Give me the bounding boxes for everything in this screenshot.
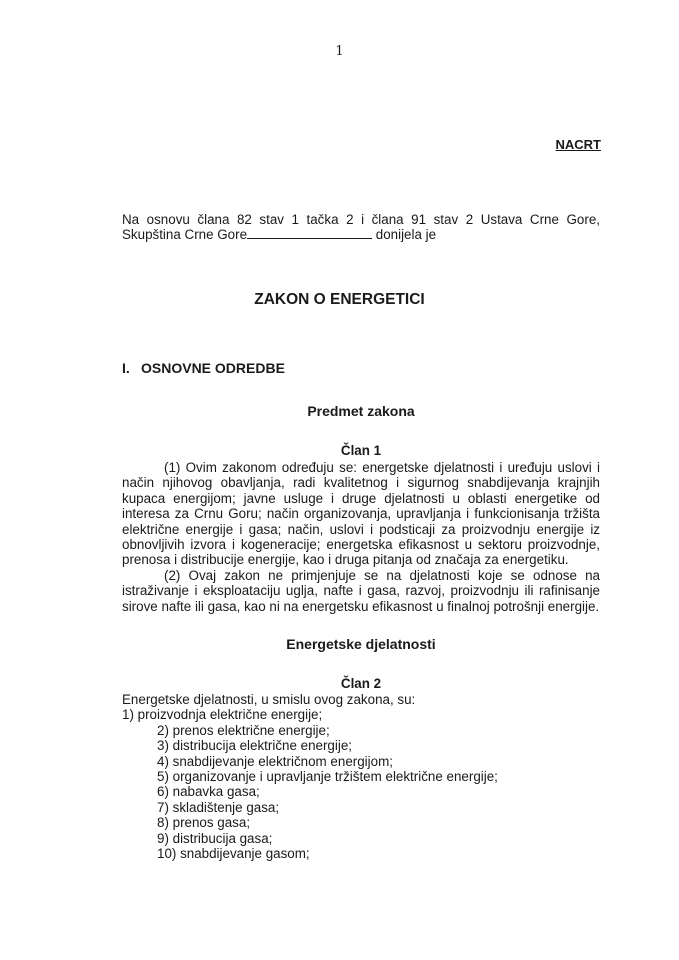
article-1-paragraph-2: (2) Ovaj zakon ne primjenjuje se na djelatnosti koje se odnose na istraživanje i eksploataciju uglja, nafte i gasa, razvoj, proizvodnju ili rafinisanje sirove nafte ili gasa, kao ni na energetsku efikasnost u finalnoj potrošnji energije. — [122, 567, 600, 614]
article-1-title: Član 1 — [340, 443, 382, 458]
article-1-paragraph-1: (1) Ovim zakonom određuju se: energetske djelatnosti i uređuju uslovi i način njihovog obavljanja, radi kvalitetnog i sigurnog snabdijevanja krajnjih kupaca energijom; javne usluge i druge djelatnosti u oblasti energetike od interesa za Crnu Goru; način organizovanja, upravljanja i funkcionisanja tržišta električne energije i gasa; način, uslovi i podsticaji za proizvodnju energije iz obnovljivih izvora i kogeneracije; energetska efikasnost u sektoru proizvodnje, prenosa i distribucije energije, kao i druga pitanja od značaja za energetiku. — [122, 460, 600, 568]
list-item: 1) proizvodnja električne energije; — [122, 707, 323, 723]
preamble-line-2 — [122, 227, 600, 242]
article-1-body — [122, 460, 600, 614]
page-number: 1 — [335, 44, 344, 59]
list-item: 7) skladištenje gasa; — [157, 799, 280, 815]
preamble-line-1: Na osnovu člana 82 stav 1 tačka 2 i člana 91 stav 2 Ustava Crne Gore, — [122, 212, 600, 227]
list-item: 6) nabavka gasa; — [157, 784, 260, 800]
list-item: 2) prenos električne energije; — [157, 722, 330, 738]
draft-label: NACRT — [555, 137, 601, 152]
heading-energetske-djelatnosti: Energetske djelatnosti — [286, 636, 436, 652]
heading-predmet-zakona: Predmet zakona — [307, 403, 415, 419]
signature-blank — [247, 227, 372, 239]
list-item: 10) snabdijevanje gasom; — [157, 846, 310, 862]
article-2-title: Član 2 — [340, 676, 382, 691]
preamble — [122, 212, 600, 243]
section-number: I. — [122, 360, 130, 376]
document-title: ZAKON O ENERGETICI — [254, 291, 425, 308]
article-2-body — [122, 692, 600, 861]
section-heading — [122, 360, 285, 376]
section-title: OSNOVNE ODREDBE — [141, 360, 285, 376]
list-item: 5) organizovanje i upravljanje tržištem električne energije; — [157, 769, 498, 785]
list-item: 8) prenos gasa; — [157, 815, 251, 831]
list-item: 9) distribucija gasa; — [157, 830, 273, 846]
article-2-intro: Energetske djelatnosti, u smislu ovog zakona, su: — [122, 692, 416, 707]
list-item: 4) snabdijevanje električnom energijom; — [157, 753, 393, 769]
preamble-line-2-end: donijela je — [372, 227, 437, 243]
preamble-line-2-start: Skupština Crne Gore — [122, 227, 248, 243]
list-item: 3) distribucija električne energije; — [157, 738, 353, 754]
